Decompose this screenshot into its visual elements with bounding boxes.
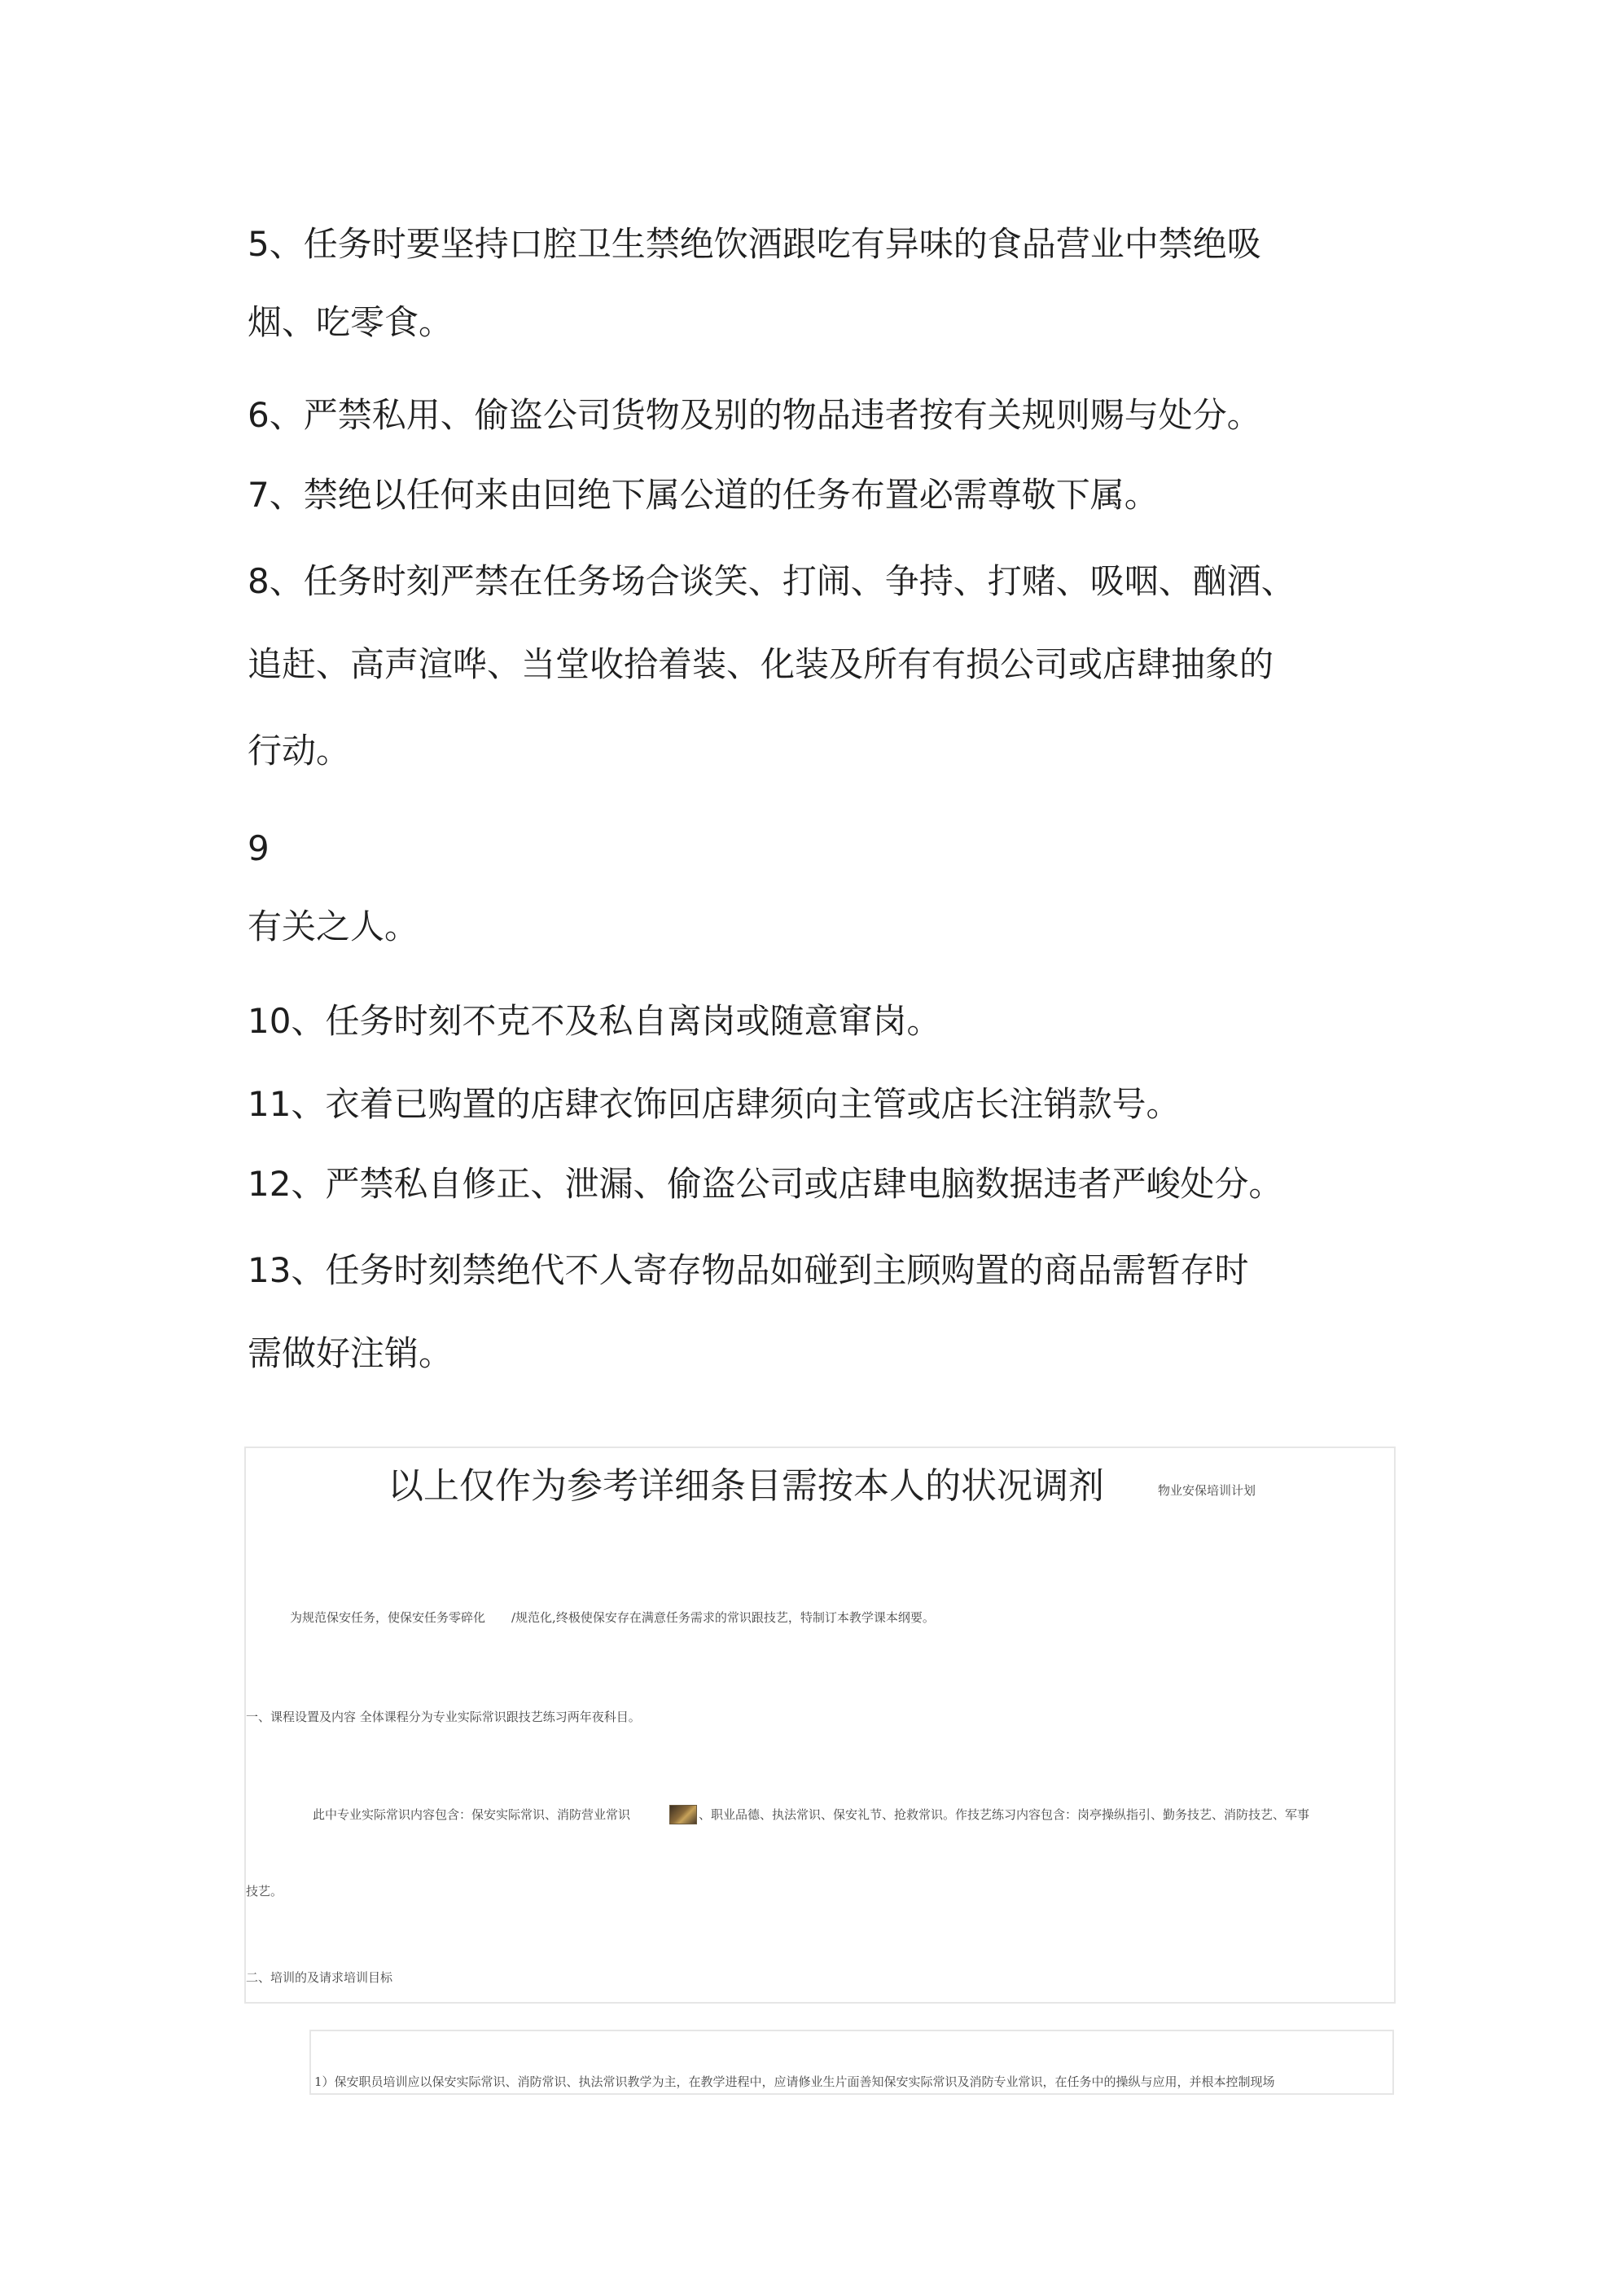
rule-9-number: 9 xyxy=(248,828,270,868)
rule-7: 7、禁绝以任何来由回绝下属公道的任务布置必需尊敬下属。 xyxy=(248,475,1159,515)
embedded-thumbnail-image xyxy=(669,1805,697,1824)
rule-5-line-1: 5、任务时要坚持口腔卫生禁绝饮酒跟吃有异味的食品营业中禁绝吸 xyxy=(248,224,1261,264)
rule-13-line-2: 需做好注销。 xyxy=(248,1333,454,1373)
embedded-title: 以上仅作为参考详细条目需按本人的状况调剂 xyxy=(388,1465,1104,1507)
embedded-intro-right: /规范化,终极使保安存在满意任务需求的常识跟技艺，特制订本教学课本纲要。 xyxy=(511,1610,935,1625)
rule-12: 12、严禁私自修正、泄漏、偷盗公司或店肆电脑数据违者严峻处分。 xyxy=(248,1164,1283,1204)
embedded-document-image-2 xyxy=(309,2030,1394,2095)
rule-5-line-2: 烟、吃零食。 xyxy=(248,302,454,342)
embedded-intro-left: 为规范保安任务，使保安任务零碎化 xyxy=(290,1610,486,1625)
embedded-document-image xyxy=(244,1447,1396,2004)
embedded-content-end: 技艺。 xyxy=(246,1884,283,1899)
embedded-content-left: 此中专业实际常识内容包含：保安实际常识、消防营业常识 xyxy=(313,1807,631,1822)
rule-11: 11、衣着已购置的店肆衣饰回店肆须向主管或店长注销款号。 xyxy=(248,1084,1181,1124)
embedded-side-title: 物业安保培训计划 xyxy=(1158,1483,1256,1498)
rule-13-line-1: 13、任务时刻禁绝代不人寄存物品如碰到主顾购置的商品需暂存时 xyxy=(248,1250,1249,1290)
embedded-content-right: 、职业品德、执法常识、保安礼节、抢救常识。作技艺练习内容包含：岗亭操纵指引、勤务技艺、消防技艺、军事 xyxy=(699,1807,1310,1822)
rule-9-text: 有关之人。 xyxy=(248,907,419,946)
rule-8-line-2: 追赶、高声渲哗、当堂收拾着装、化装及所有有损公司或店肆抽象的 xyxy=(248,644,1274,684)
rule-8-line-1: 8、任务时刻严禁在任务场合谈笑、打闹、争持、打赌、吸咽、酗酒、 xyxy=(248,561,1295,601)
embedded-section-2: 二、培训的及请求培训目标 xyxy=(246,1970,393,1985)
rule-8-line-3: 行动。 xyxy=(248,731,351,770)
embedded-line-1: 1）保安职员培训应以保安实际常识、消防常识、执法常识教学为主，在教学进程中，应请修业生片面善知保安实际常识及消防专业常识，在任务中的操纵与应用，并根本控制现场 xyxy=(314,2074,1275,2089)
embedded-section-1: 一、课程设置及内容 全体课程分为专业实际常识跟技艺练习两年夜科目。 xyxy=(246,1710,641,1724)
rule-6: 6、严禁私用、偷盗公司货物及别的物品违者按有关规则赐与处分。 xyxy=(248,395,1261,435)
rule-10: 10、任务时刻不克不及私自离岗或随意窜岗。 xyxy=(248,1001,941,1041)
